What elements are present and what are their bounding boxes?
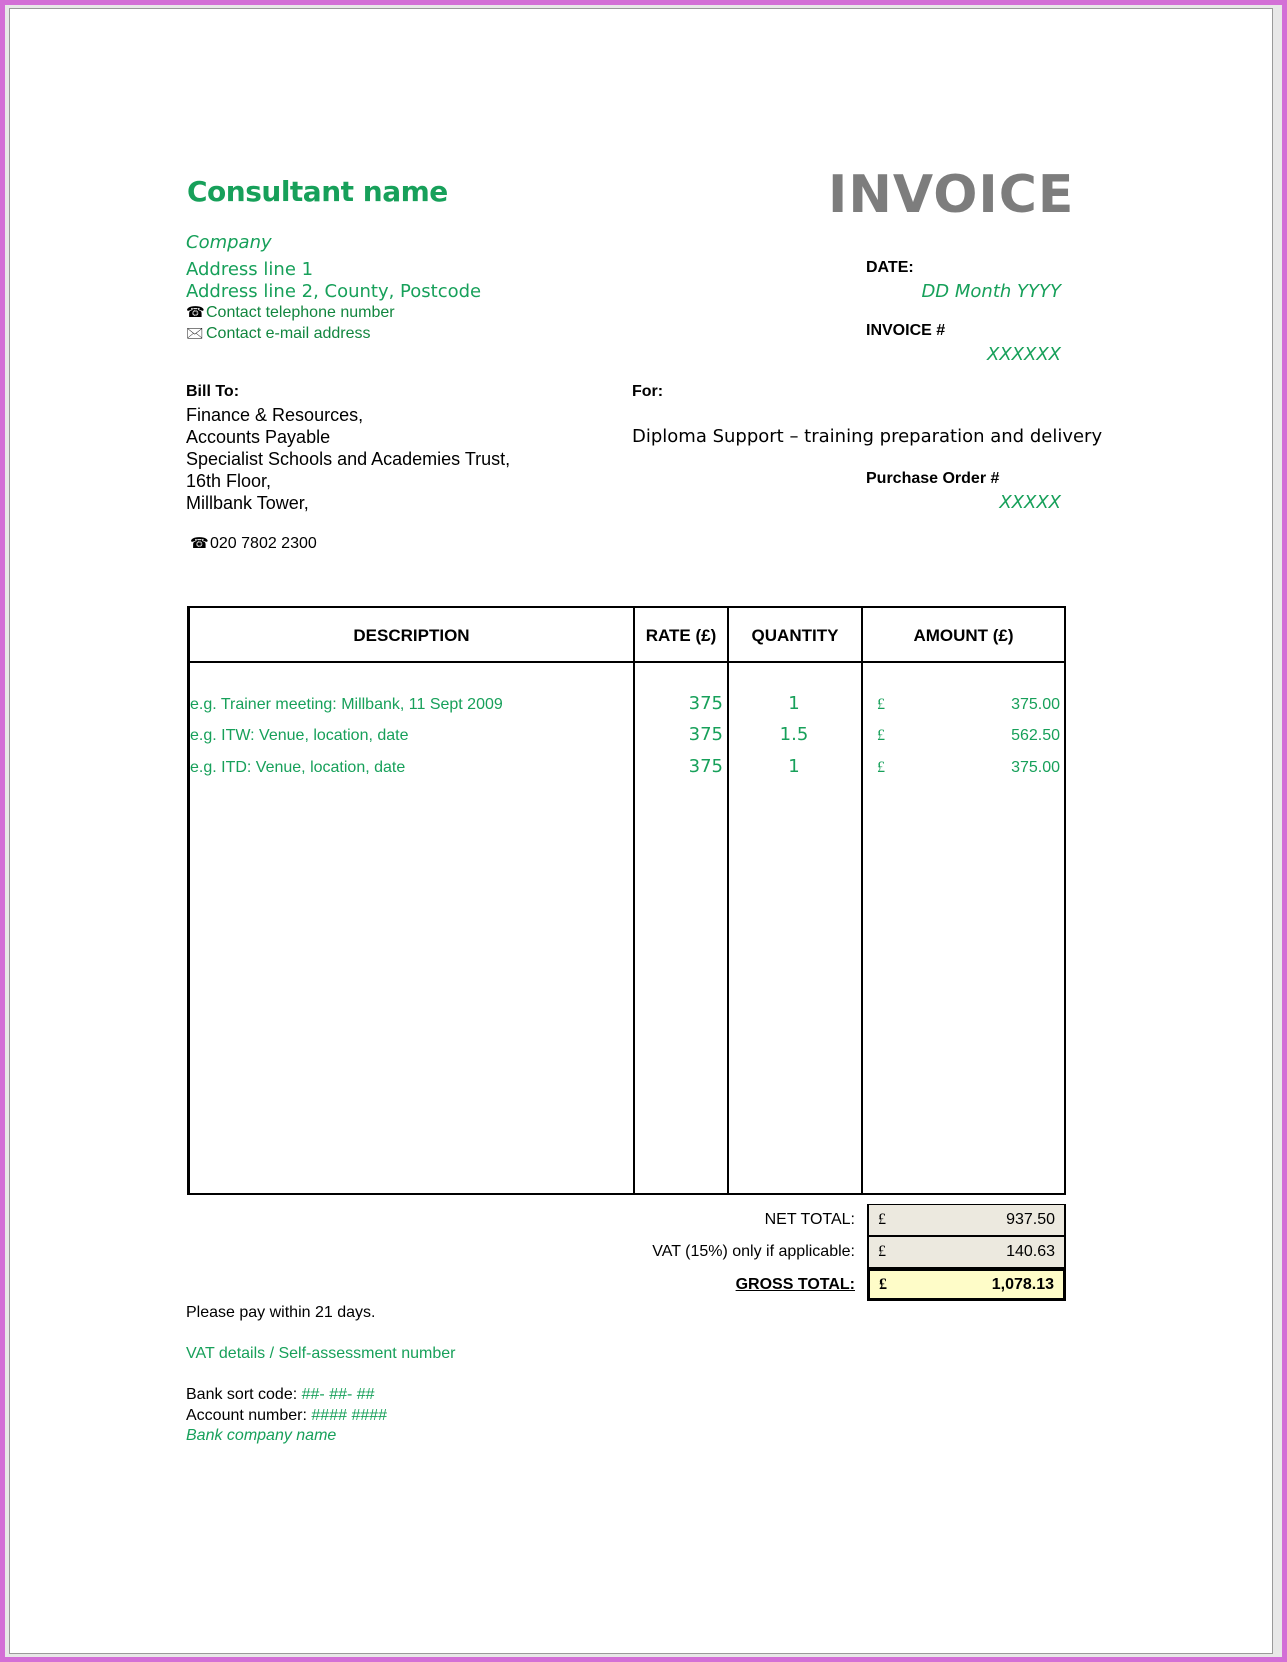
table-row [190,693,1064,726]
invoice-title: INVOICE [828,165,1075,225]
date-label: DATE: [866,259,914,276]
gross-total-value: 1,078.13 [991,1276,1054,1293]
bill-to-line: 16th Floor, [186,471,272,491]
payment-terms: Please pay within 21 days. [186,1304,376,1321]
gross-total-box [867,1268,1066,1301]
invoice-number-label: INVOICE # [866,322,946,339]
header-description: DESCRIPTION [353,626,470,645]
address-line-1: Address line 1 [186,259,314,280]
date-value: DD Month YYYY [921,281,1061,302]
consultant-name: Consultant name [187,175,448,208]
net-total-currency: £ [878,1211,886,1228]
bill-to-line: Specialist Schools and Academies Trust, [186,449,511,469]
envelope-icon: 🖂 [186,325,204,342]
table-row [190,756,1064,789]
row-currency: £ [877,727,885,744]
invoice-page [9,8,1273,1654]
row-currency: £ [877,696,885,713]
bill-to-line: Accounts Payable [186,427,331,447]
telephone-icon: ☎ [186,304,205,321]
for-value: Diploma Support – training preparation and delivery [632,426,1103,447]
line-items-table [187,606,1066,1195]
contact-phone-text: Contact telephone number [206,304,395,321]
sort-code-label: Bank sort code: [186,1386,302,1403]
sort-code-value: ##- ##- ## [301,1386,375,1403]
bill-to-line: Finance & Resources, [186,405,364,425]
net-total-box [867,1204,1066,1236]
contact-email [186,323,371,348]
contact-phone [186,303,395,322]
header-rate: RATE (£) [645,626,717,645]
contact-email-text: Contact e-mail address [206,325,371,342]
net-total-value: 937.50 [1006,1211,1055,1228]
table-row [190,724,1064,757]
bill-to-phone [190,534,317,553]
row-rate: 375 [688,756,723,777]
row-quantity: 1.5 [779,724,809,745]
row-currency: £ [877,759,885,776]
row-quantity: 1 [788,693,800,714]
row-description: e.g. Trainer meeting: Millbank, 11 Sept 2009 [190,696,503,713]
row-amount: 375.00 [1011,759,1060,776]
for-label: For: [632,383,664,400]
net-total-label: NET TOTAL: [764,1211,855,1228]
company-name: Company [186,232,272,253]
header-quantity: QUANTITY [751,626,839,645]
header-amount: AMOUNT (£) [913,626,1014,645]
gross-total-label: GROSS TOTAL: [735,1276,855,1293]
account-number [186,1407,387,1425]
telephone-icon: ☎ [190,535,209,552]
vat-details: VAT details / Self-assessment number [186,1345,456,1362]
row-rate: 375 [688,693,723,714]
bill-to-label: Bill To: [186,383,240,400]
purchase-order-label: Purchase Order # [866,470,1000,487]
vat-label: VAT (15%) only if applicable: [652,1243,855,1260]
bill-to-line: Millbank Tower, [186,493,309,513]
purchase-order-value: XXXXX [999,492,1061,513]
row-quantity: 1 [788,756,800,777]
invoice-number-value: XXXXXX [987,344,1061,365]
bank-company-name: Bank company name [186,1427,337,1444]
row-description: e.g. ITD: Venue, location, date [190,759,406,776]
account-number-value: #### #### [311,1407,388,1424]
address-line-2: Address line 2, County, Postcode [186,281,482,302]
bank-sort-code [186,1386,375,1404]
table-header [190,608,1064,663]
vat-box [867,1236,1066,1268]
vat-currency: £ [878,1243,886,1260]
account-number-label: Account number: [186,1407,312,1424]
row-rate: 375 [688,724,723,745]
row-amount: 562.50 [1011,727,1060,744]
bill-to-phone-text: 020 7802 2300 [210,535,317,552]
row-description: e.g. ITW: Venue, location, date [190,727,409,744]
vat-value: 140.63 [1006,1243,1055,1260]
row-amount: 375.00 [1011,696,1060,713]
gross-total-currency: £ [879,1276,887,1293]
